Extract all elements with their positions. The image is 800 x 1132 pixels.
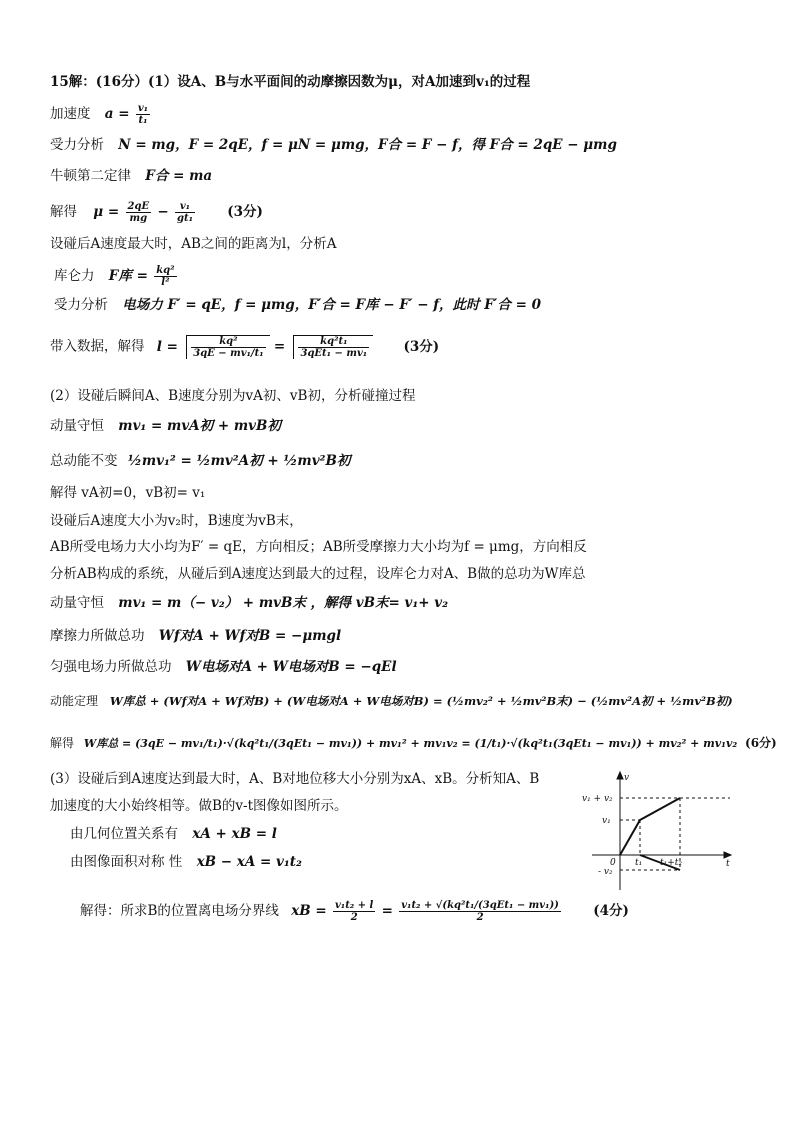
- line-1: [50, 73, 530, 91]
- line-22: (3）设碰后到A速度达到最大时，A、B对地位移大小分别为xA、xB。分析知A、B: [50, 771, 540, 787]
- line-13: 解得 vA初=0，vB初= v₁: [50, 485, 206, 501]
- line-16: 分析AB构成的系统，从碰后到A速度达到最大的过程，设库仑力对A、B做的总功为W库总: [50, 566, 586, 582]
- line-acceleration: 加速度 a = $\frac{\text{v₁}}{\text{t₁}}$: [50, 103, 149, 126]
- label-v1v2: v₁ + v₂: [582, 794, 613, 804]
- score: (4分): [593, 903, 629, 919]
- line-symmetry: 由图像面积对称 性 xB − xA = v₁t₂: [70, 854, 302, 870]
- score: (6分): [745, 736, 777, 750]
- line-6: 设碰后A速度最大时，AB之间的距离为l，分析A: [50, 236, 337, 252]
- score: (3分): [403, 338, 440, 355]
- line-23: 加速度的大小始终相等。做B的v-t图像如图所示。: [50, 798, 348, 814]
- v-axis-arrow: [617, 772, 623, 779]
- line-10: (2）设碰后瞬间A、B速度分别为vA初、vB初，分析碰撞过程: [50, 388, 416, 404]
- axis-v-label: v: [624, 773, 630, 783]
- fraction: $\frac{\text{v₁}}{\text{t₁}}$: [137, 103, 149, 126]
- line-force-analysis-2: 受力分析 电场力 F′ = qE，f = μmg，F′合 = F库 − F′ − f，此时 F′合 = 0: [54, 297, 541, 313]
- label-t1t2: t₁+t₂: [660, 858, 682, 868]
- line-14: 设碰后A速度大小为v₂时，B速度为vB末，: [50, 513, 303, 529]
- sqrt: kq²t₁ 3qEt₁ − mv₁: [293, 335, 373, 359]
- line-momentum-1: 动量守恒 mv₁ = mvA初 + mvB初: [50, 418, 281, 434]
- line-mu-result: 解得 μ = $\frac{2qE}{mg}$ − $\frac{\text{v₁}}{\text{gt₁}}$ (3分): [50, 201, 263, 224]
- t-axis-arrow: [724, 852, 731, 858]
- line-newton: 牛顿第二定律 F合 = ma: [50, 168, 213, 184]
- line-momentum-2: 动量守恒 mv₁ = m（− v₂） + mvB末 ，解得 vB末= v₁+ v₂: [50, 595, 449, 611]
- vt-graph: [580, 770, 740, 900]
- line-energy: 总动能不变 ½mv₁² = ½mv²A初 + ½mv²B初: [50, 453, 351, 469]
- label-neg-v2: - v₂: [598, 867, 613, 877]
- score: (3分): [227, 204, 263, 220]
- sqrt: $\frac{\text{kq²}}{\text{3qE − mv₁/t₁}}$: [186, 335, 269, 359]
- origin-label: 0: [610, 858, 616, 868]
- line-force-analysis: 受力分析 N = mg，F = 2qE，f = μN = μmg，F合 = F − f，得 F合 = 2qE − μmg: [50, 137, 617, 153]
- line-l-result: 带入数据，解得 l = $\frac{\text{kq²}}{\text{3qE − mv₁/t₁}}$ = kq²t₁ 3qEt₁ − mv₁ (3分): [50, 336, 440, 359]
- line-friction-work: 摩擦力所做总功 Wf对A + Wf对B = −μmgl: [50, 628, 342, 644]
- line-field-work: 匀强电场力所做总功 W电场对A + W电场对B = −qEl: [50, 659, 397, 675]
- line-coulomb: 库仑力 F库 = $\frac{\text{kq²}}{\text{l²}}$: [54, 265, 175, 288]
- label-v1: v₁: [602, 816, 611, 826]
- axis-t-label: t: [726, 859, 730, 869]
- b-velocity-line: [620, 798, 680, 855]
- line-final-result: 解得：所求B的位置离电场分界线 xB = $\frac{\text{v₁t₂ + l}}{2}$ = v₁t₂ + √(kq²t₁/(3qEt₁ − mv₁)) 2 (4分): [80, 900, 629, 923]
- label-t1: t₁: [635, 858, 643, 868]
- line-w-result: 解得 W库总 = (3qE − mv₁/t₁)·√(kq²t₁/(3qEt₁ − mv₁)) + mv₁² + mv₁v₂ = (1/t₁)·√(kq²t₁(3qEt₁ − mv₁)) + mv₂² + mv₁v₂ (6分): [50, 736, 777, 750]
- line-energy-theorem: 动能定理 W库总 + (Wf对A + Wf对B) + (W电场对A + W电场对B) = (½mv₂² + ½mv²B末) − (½mv²A初 + ½mv²B初): [50, 694, 733, 708]
- line-15: AB所受电场力大小均为F′ = qE，方向相反；AB所受摩擦力大小均为f = μmg，方向相反: [50, 539, 587, 555]
- line-geometry: 由几何位置关系有 xA + xB = l: [70, 826, 277, 842]
- question-heading: 15解：(16分）(1）设A、B与水平面间的动摩擦因数为μ，对A加速到v₁的过程: [50, 74, 531, 90]
